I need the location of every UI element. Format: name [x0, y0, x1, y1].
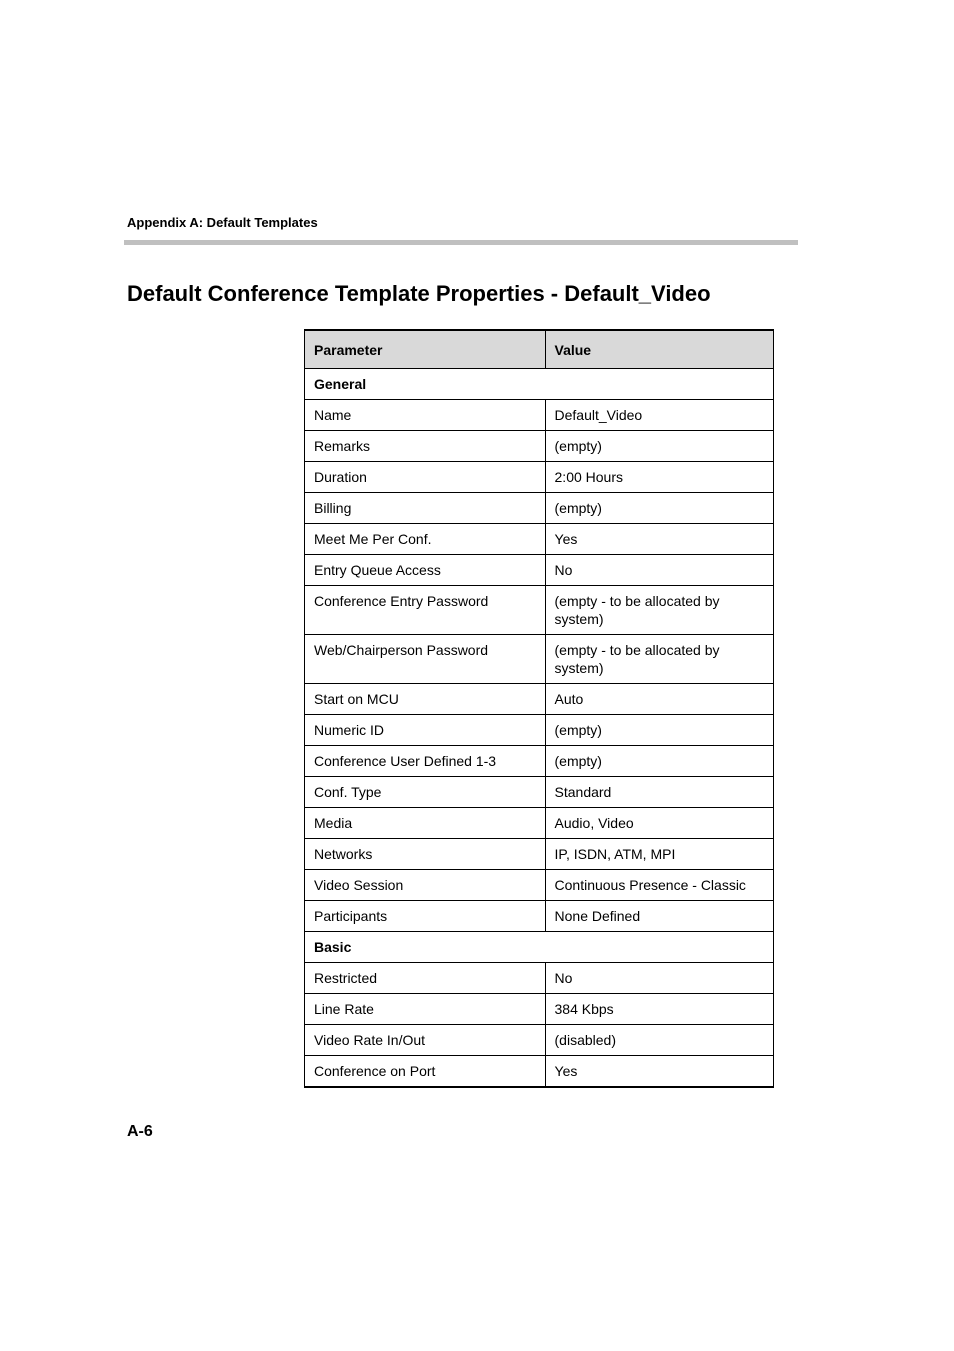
value-cell: IP, ISDN, ATM, MPI [545, 839, 773, 870]
value-cell: (empty) [545, 746, 773, 777]
table-row [305, 400, 774, 431]
value-cell: (empty - to be allocated by system) [545, 635, 773, 684]
table-row [305, 808, 774, 839]
table-row [305, 431, 774, 462]
table-header-row [305, 330, 774, 369]
parameter-cell: Video Rate In/Out [305, 1025, 546, 1056]
parameter-cell: Numeric ID [305, 715, 546, 746]
column-header-value: Value [545, 330, 773, 369]
parameter-cell: Web/Chairperson Password [305, 635, 546, 684]
table-row [305, 684, 774, 715]
value-cell: 384 Kbps [545, 994, 773, 1025]
parameter-cell: Conference on Port [305, 1056, 546, 1088]
value-cell: Yes [545, 1056, 773, 1088]
running-header: Appendix A: Default Templates [127, 215, 318, 230]
table-row [305, 777, 774, 808]
value-cell: (disabled) [545, 1025, 773, 1056]
section-heading: General [305, 369, 774, 400]
table-row [305, 1056, 774, 1088]
table-row [305, 524, 774, 555]
value-cell: 2:00 Hours [545, 462, 773, 493]
parameter-cell: Restricted [305, 963, 546, 994]
header-rule [124, 240, 798, 245]
table-row [305, 462, 774, 493]
table-row [305, 870, 774, 901]
parameter-cell: Video Session [305, 870, 546, 901]
value-cell: Standard [545, 777, 773, 808]
value-cell: Continuous Presence - Classic [545, 870, 773, 901]
value-cell: No [545, 963, 773, 994]
value-cell: Default_Video [545, 400, 773, 431]
column-header-parameter: Parameter [305, 330, 546, 369]
value-cell: (empty - to be allocated by system) [545, 586, 773, 635]
page-title: Default Conference Template Properties - Default_Video [127, 281, 711, 306]
parameter-cell: Participants [305, 901, 546, 932]
table-row [305, 586, 774, 635]
table-body [305, 369, 774, 1088]
value-cell: (empty) [545, 715, 773, 746]
parameter-cell: Name [305, 400, 546, 431]
table-row [305, 839, 774, 870]
value-cell: (empty) [545, 431, 773, 462]
value-cell: None Defined [545, 901, 773, 932]
parameter-cell: Conf. Type [305, 777, 546, 808]
parameter-cell: Conference Entry Password [305, 586, 546, 635]
table-row [305, 963, 774, 994]
page-number: A-6 [127, 1123, 153, 1140]
section-row-general [305, 369, 774, 400]
parameter-cell: Line Rate [305, 994, 546, 1025]
parameter-cell: Networks [305, 839, 546, 870]
table-row [305, 715, 774, 746]
value-cell: Yes [545, 524, 773, 555]
table-row [305, 635, 774, 684]
parameter-cell: Conference User Defined 1-3 [305, 746, 546, 777]
table-row [305, 555, 774, 586]
value-cell: No [545, 555, 773, 586]
section-heading: Basic [305, 932, 774, 963]
table-row [305, 1025, 774, 1056]
parameter-cell: Duration [305, 462, 546, 493]
parameter-cell: Remarks [305, 431, 546, 462]
parameter-cell: Entry Queue Access [305, 555, 546, 586]
table-row [305, 746, 774, 777]
parameter-cell: Media [305, 808, 546, 839]
table-row [305, 994, 774, 1025]
parameter-cell: Start on MCU [305, 684, 546, 715]
section-row-basic [305, 932, 774, 963]
parameter-cell: Billing [305, 493, 546, 524]
value-cell: (empty) [545, 493, 773, 524]
value-cell: Auto [545, 684, 773, 715]
value-cell: Audio, Video [545, 808, 773, 839]
table-row [305, 493, 774, 524]
table-row [305, 901, 774, 932]
parameter-cell: Meet Me Per Conf. [305, 524, 546, 555]
parameters-table [304, 329, 774, 1088]
